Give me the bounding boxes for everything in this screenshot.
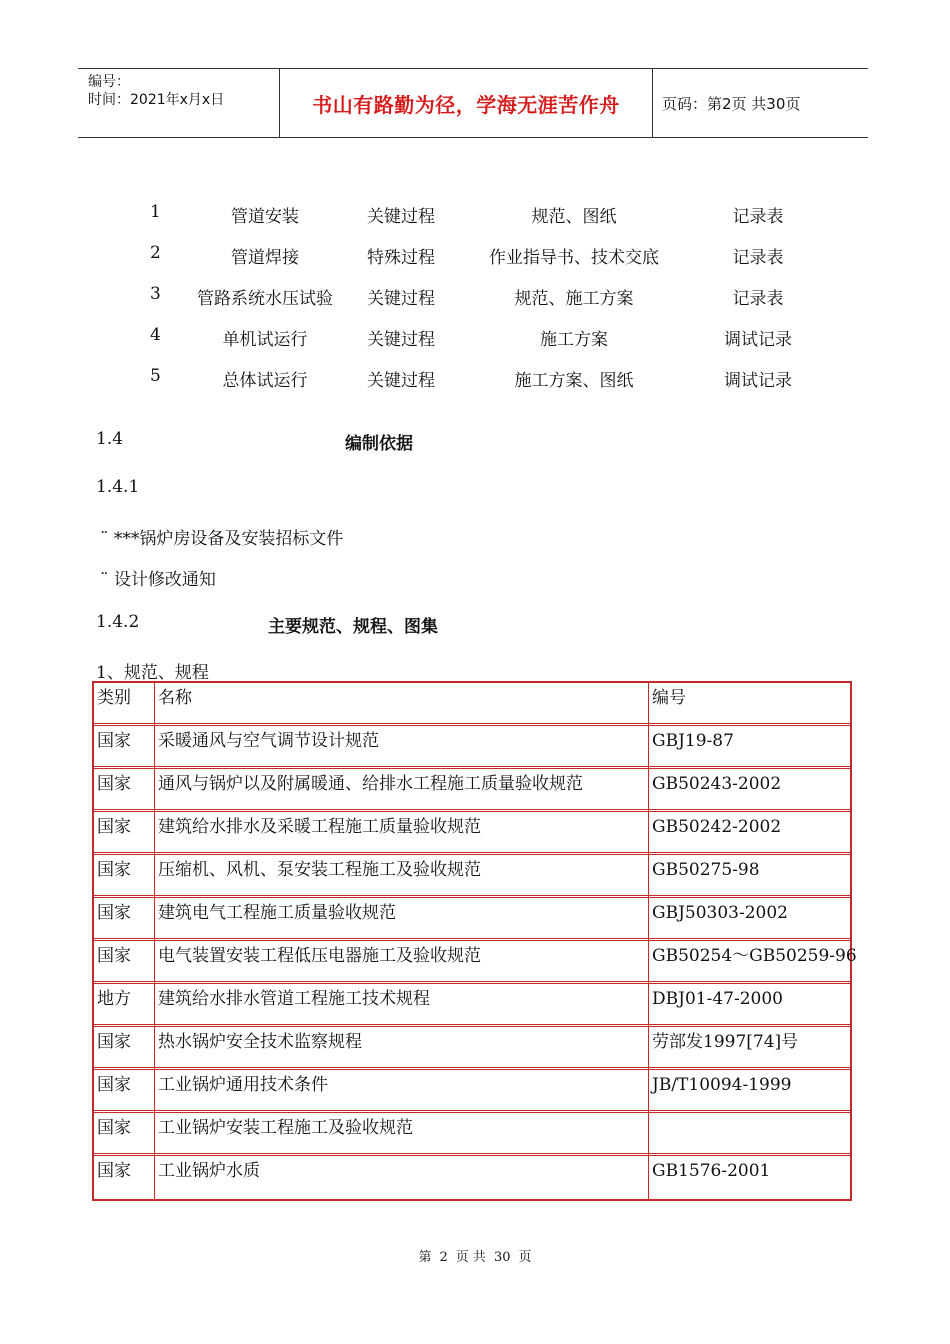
section-number-1-4-1: 1.4.1 (96, 477, 140, 497)
process-row (0, 243, 950, 273)
process-row (0, 202, 950, 232)
process-basis: 施工方案 (540, 330, 608, 350)
process-name: 管道焊接 (231, 248, 299, 268)
process-num: 3 (150, 284, 161, 304)
process-record: 调试记录 (724, 371, 792, 391)
header-motto: 书山有路勤为径，学海无涯苦作舟 (280, 69, 653, 137)
page-footer (0, 1246, 950, 1265)
footer-page: 2 (439, 1250, 448, 1265)
process-type: 关键过程 (367, 330, 435, 350)
header-meta (78, 69, 280, 137)
row-code: GB50275-98 (648, 855, 850, 898)
process-num: 1 (150, 202, 161, 222)
process-num: 4 (150, 325, 161, 345)
row-code: GBJ50303-2002 (648, 898, 850, 941)
section-title-1-4: 编制依据 (345, 434, 413, 454)
process-name: 单机试运行 (222, 330, 308, 350)
process-row (0, 366, 950, 396)
row-category: 地方 (97, 989, 131, 1009)
row-code: 劳部发1997[74]号 (648, 1027, 850, 1070)
row-category: 国家 (97, 1118, 131, 1138)
row-name: 工业锅炉安装工程施工及验收规范 (154, 1113, 648, 1156)
row-category: 国家 (97, 903, 131, 923)
row-code: DBJ01-47-2000 (648, 984, 850, 1027)
process-type: 特殊过程 (367, 248, 435, 268)
row-name: 通风与锅炉以及附属暖通、给排水工程施工质量验收规范 (154, 769, 648, 812)
process-record: 记录表 (732, 289, 784, 309)
process-type: 关键过程 (367, 207, 435, 227)
footer-prefix: 第 (418, 1250, 432, 1265)
row-category: 国家 (97, 1075, 131, 1095)
table-row (94, 1156, 850, 1199)
row-name: 热水锅炉安全技术监察规程 (154, 1027, 648, 1070)
basis-item: ¨ ***锅炉房设备及安装招标文件 (100, 529, 344, 549)
table-row (94, 769, 850, 812)
process-type: 关键过程 (367, 371, 435, 391)
row-name: 建筑给水排水管道工程施工技术规程 (154, 984, 648, 1027)
standards-table (92, 681, 857, 1201)
row-code: GB1576-2001 (648, 1156, 850, 1199)
page-header (78, 68, 868, 138)
row-code: JB/T10094-1999 (648, 1070, 850, 1113)
process-name: 管道安装 (231, 207, 299, 227)
table-header-row (94, 683, 850, 726)
process-basis: 作业指导书、技术交底 (489, 248, 659, 268)
process-basis: 施工方案、图纸 (514, 371, 634, 391)
row-category: 国家 (97, 817, 131, 837)
row-name: 采暖通风与空气调节设计规范 (154, 726, 648, 769)
process-basis: 规范、图纸 (531, 207, 617, 227)
table-row (94, 855, 850, 898)
number-label: 编号： (88, 74, 130, 90)
process-basis: 规范、施工方案 (514, 289, 634, 309)
row-code: GBJ19-87 (648, 726, 850, 769)
process-num: 2 (150, 243, 161, 263)
process-type: 关键过程 (367, 289, 435, 309)
time-label: 时间：2021年x月x日 (88, 92, 225, 108)
header-name: 名称 (154, 683, 648, 726)
process-row (0, 325, 950, 355)
process-record: 调试记录 (724, 330, 792, 350)
table-row (94, 1113, 850, 1156)
row-category: 国家 (97, 946, 131, 966)
footer-mid: 页 共 (455, 1250, 486, 1265)
table-row (94, 898, 850, 941)
header-code: 编号 (648, 683, 850, 726)
row-code (648, 1113, 850, 1156)
section-number-1-4: 1.4 (96, 429, 124, 449)
row-name: 建筑电气工程施工质量验收规范 (154, 898, 648, 941)
table-row (94, 812, 850, 855)
row-name: 工业锅炉通用技术条件 (154, 1070, 648, 1113)
subheading: 1、规范、规程 (96, 663, 209, 683)
table-row (94, 1027, 850, 1070)
row-category: 国家 (97, 1032, 131, 1052)
row-category: 国家 (97, 774, 131, 794)
process-name: 总体试运行 (222, 371, 308, 391)
row-name: 压缩机、风机、泵安装工程施工及验收规范 (154, 855, 648, 898)
row-name: 工业锅炉水质 (154, 1156, 648, 1199)
table-row (94, 984, 850, 1027)
row-category: 国家 (97, 1161, 131, 1181)
section-number-1-4-2: 1.4.2 (96, 612, 140, 632)
row-name: 建筑给水排水及采暖工程施工质量验收规范 (154, 812, 648, 855)
row-code: GB50242-2002 (648, 812, 850, 855)
section-title-1-4-2: 主要规范、规程、图集 (268, 617, 438, 637)
table-row (94, 941, 857, 984)
basis-item: ¨ 设计修改通知 (100, 570, 216, 590)
process-record: 记录表 (732, 248, 784, 268)
table-row (94, 726, 850, 769)
table-row (94, 1070, 850, 1113)
process-num: 5 (150, 366, 161, 386)
header-category: 类别 (97, 688, 131, 708)
row-code: GB50254～GB50259-96 (648, 941, 850, 984)
row-category: 国家 (97, 731, 131, 751)
row-name: 电气装置安装工程低压电器施工及验收规范 (154, 941, 648, 984)
footer-suffix: 页 (518, 1250, 532, 1265)
process-record: 记录表 (732, 207, 784, 227)
row-category: 国家 (97, 860, 131, 880)
process-row (0, 284, 950, 314)
footer-total: 30 (493, 1250, 511, 1265)
row-code: GB50243-2002 (648, 769, 850, 812)
header-page-label: 页码：第2页 共30页 (662, 94, 801, 113)
process-name: 管路系统水压试验 (197, 289, 333, 309)
